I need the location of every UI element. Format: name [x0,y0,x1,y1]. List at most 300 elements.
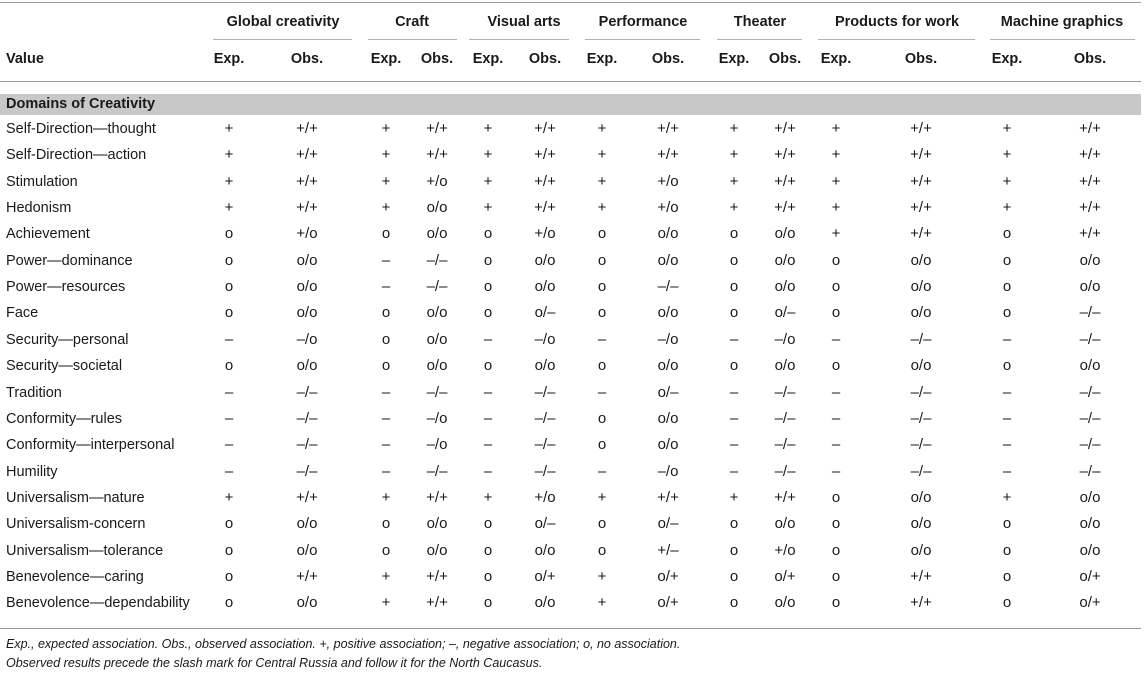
obs-cell: +/+ [426,120,448,137]
row-label: Benevolence—caring [6,568,144,585]
obs-cell: o/o [534,278,556,296]
exp-cell: + [381,146,391,164]
exp-cell: o [831,278,841,296]
obs-cell: +/o [774,541,796,559]
obs-subheader: Obs. [904,51,938,67]
obs-cell: o/o [426,304,448,322]
exp-cell: o [1002,567,1012,585]
obs-cell: –/– [296,409,318,427]
obs-cell: –/– [296,436,318,454]
exp-subheader: Exp. [820,51,852,67]
exp-cell: – [831,409,841,427]
section-bar [0,94,1141,115]
exp-cell: + [729,199,739,217]
exp-cell: + [483,120,493,137]
obs-subheader: Obs. [528,51,562,67]
exp-cell: o [224,594,234,612]
group-header-rule [368,39,457,40]
exp-cell: o [729,594,739,612]
obs-cell: o/– [657,383,679,401]
obs-cell: –/o [534,330,556,348]
row-label: Face [6,305,39,322]
exp-cell: o [483,567,493,585]
obs-cell: o/o [534,594,556,612]
exp-cell: o [483,304,493,322]
exp-cell: + [1002,172,1012,190]
row-label: Hedonism [6,200,72,217]
obs-cell: –/– [426,251,448,269]
obs-cell: +/+ [910,567,932,585]
exp-cell: + [1002,146,1012,164]
obs-cell: +/+ [296,146,318,164]
exp-cell: + [831,146,841,164]
obs-cell: +/+ [774,146,796,164]
exp-cell: o [597,225,607,243]
obs-cell: o/o [296,515,318,533]
obs-cell: +/+ [774,199,796,217]
value-column-header: Value [6,51,44,67]
obs-cell: +/o [426,172,448,190]
exp-cell: + [224,488,234,506]
table-row [0,277,1141,303]
obs-cell: +/+ [1079,199,1101,217]
exp-cell: – [483,436,493,454]
obs-cell: o/o [296,278,318,296]
exp-cell: + [729,488,739,506]
group-header: Theater [733,14,787,30]
exp-cell: + [381,172,391,190]
exp-cell: o [483,515,493,533]
obs-cell: –/– [1079,330,1101,348]
obs-cell: o/o [657,409,679,427]
exp-cell: o [831,488,841,506]
exp-cell: – [597,383,607,401]
exp-cell: o [381,515,391,533]
table-row [0,488,1141,514]
table-row [0,172,1141,198]
obs-cell: o/o [1079,488,1101,506]
exp-cell: – [831,383,841,401]
row-label: Power—resources [6,279,126,296]
exp-cell: + [381,567,391,585]
obs-cell: +/o [657,199,679,217]
exp-cell: o [1002,515,1012,533]
exp-cell: + [597,146,607,164]
exp-cell: + [729,120,739,137]
exp-cell: – [831,462,841,480]
obs-cell: +/+ [910,146,932,164]
exp-cell: + [381,199,391,217]
exp-cell: o [729,251,739,269]
exp-cell: – [483,409,493,427]
obs-subheader: Obs. [768,51,802,67]
exp-cell: o [483,251,493,269]
exp-cell: – [381,462,391,480]
obs-cell: o/o [296,357,318,375]
obs-cell: +/+ [910,172,932,190]
table-row [0,462,1141,488]
obs-cell: +/+ [1079,146,1101,164]
obs-cell: o/– [534,304,556,322]
obs-cell: o/o [426,515,448,533]
obs-cell: o/+ [657,594,679,612]
exp-cell: – [224,409,234,427]
exp-cell: o [381,330,391,348]
obs-cell: +/+ [774,172,796,190]
exp-cell: + [483,488,493,506]
exp-subheader: Exp. [213,51,245,67]
obs-cell: o/+ [1079,567,1101,585]
exp-cell: o [224,304,234,322]
obs-cell: +/+ [426,146,448,164]
obs-cell: o/o [426,330,448,348]
obs-cell: –/– [774,383,796,401]
exp-cell: – [224,383,234,401]
exp-cell: o [483,541,493,559]
row-label: Conformity—rules [6,410,123,427]
obs-cell: +/+ [774,488,796,506]
obs-cell: –/– [774,409,796,427]
obs-cell: –/– [534,462,556,480]
section-label: Domains of Creativity [6,96,156,112]
group-header: Craft [395,14,429,30]
table-row [0,383,1141,409]
group-header-rule [469,39,569,40]
table-footnote-abbreviations: Exp., expected association. Obs., observed association. +, positive association; –, negative association; o, no association. [6,637,681,651]
exp-cell: o [729,567,739,585]
exp-cell: – [831,330,841,348]
obs-cell: o/o [910,488,932,506]
exp-cell: o [1002,594,1012,612]
obs-cell: o/o [1079,541,1101,559]
exp-cell: o [597,436,607,454]
table-top-rule [0,2,1141,3]
exp-cell: o [597,304,607,322]
exp-cell: o [224,567,234,585]
obs-cell: –/o [657,462,679,480]
obs-cell: o/o [426,225,448,243]
group-header: Performance [598,14,688,30]
obs-cell: +/o [534,488,556,506]
row-label: Benevolence—dependability [6,595,190,612]
obs-subheader: Obs. [651,51,685,67]
obs-cell: +/+ [534,199,556,217]
obs-cell: +/+ [657,120,679,137]
exp-cell: – [224,462,234,480]
exp-cell: + [224,172,234,190]
obs-cell: –/– [1079,436,1101,454]
exp-cell: + [831,120,841,137]
exp-cell: – [597,330,607,348]
obs-cell: o/o [296,251,318,269]
exp-cell: o [224,225,234,243]
obs-cell: o/o [910,515,932,533]
exp-cell: – [1002,383,1012,401]
obs-cell: o/o [657,304,679,322]
exp-subheader: Exp. [472,51,504,67]
exp-cell: o [729,278,739,296]
exp-cell: o [597,515,607,533]
exp-cell: – [381,278,391,296]
exp-cell: + [729,172,739,190]
exp-cell: + [483,199,493,217]
obs-cell: –/– [1079,304,1101,322]
table-row [0,541,1141,567]
table-row [0,435,1141,461]
exp-cell: + [224,120,234,137]
exp-cell: o [729,304,739,322]
obs-cell: o/+ [657,567,679,585]
exp-cell: – [729,409,739,427]
table-row [0,356,1141,382]
row-label: Security—societal [6,358,123,375]
exp-cell: o [1002,304,1012,322]
obs-cell: –/– [774,462,796,480]
obs-cell: +/+ [1079,225,1101,243]
exp-cell: o [831,304,841,322]
exp-cell: o [729,541,739,559]
obs-cell: o/o [774,515,796,533]
exp-cell: – [381,436,391,454]
exp-cell: o [1002,251,1012,269]
row-label: Universalism-concern [6,516,146,533]
obs-cell: –/– [910,383,932,401]
exp-cell: o [381,357,391,375]
table-row [0,119,1141,145]
obs-cell: o/+ [534,567,556,585]
exp-cell: o [831,541,841,559]
exp-cell: o [224,541,234,559]
obs-cell: –/– [657,278,679,296]
obs-cell: –/o [657,330,679,348]
exp-cell: o [597,409,607,427]
obs-cell: –/– [296,462,318,480]
obs-cell: +/o [657,172,679,190]
obs-cell: o/o [657,436,679,454]
exp-cell: o [483,594,493,612]
obs-cell: +/+ [426,488,448,506]
table-row [0,514,1141,540]
exp-cell: – [597,462,607,480]
row-label: Humility [6,463,58,480]
header-bottom-rule [0,81,1141,82]
exp-cell: – [381,383,391,401]
obs-cell: –/– [426,278,448,296]
exp-cell: + [381,488,391,506]
exp-cell: + [729,146,739,164]
obs-cell: –/o [426,436,448,454]
exp-cell: – [729,330,739,348]
obs-cell: o/o [426,541,448,559]
row-label: Stimulation [6,173,78,190]
obs-cell: o/o [910,541,932,559]
obs-cell: –/– [426,462,448,480]
table-row [0,251,1141,277]
obs-cell: +/+ [1079,120,1101,137]
table-row [0,409,1141,435]
exp-cell: o [224,357,234,375]
table-footnote-regions: Observed results precede the slash mark for Central Russia and follow it for the North Caucasus. [6,656,543,670]
obs-cell: +/+ [657,146,679,164]
exp-cell: – [1002,330,1012,348]
obs-cell: o/o [657,251,679,269]
obs-subheader: Obs. [420,51,454,67]
group-header: Visual arts [487,14,561,30]
obs-cell: +/+ [534,172,556,190]
exp-cell: o [597,251,607,269]
exp-cell: o [1002,278,1012,296]
exp-cell: o [483,278,493,296]
obs-cell: o/+ [774,567,796,585]
obs-cell: o/o [1079,251,1101,269]
group-header-rule [818,39,975,40]
exp-cell: + [224,199,234,217]
exp-cell: + [597,488,607,506]
group-header-rule [990,39,1135,40]
obs-cell: –/– [1079,409,1101,427]
row-label: Power—dominance [6,252,133,269]
obs-cell: +/+ [910,120,932,137]
exp-cell: – [1002,409,1012,427]
table-bottom-rule [0,628,1141,629]
table-row [0,198,1141,224]
exp-cell: + [381,594,391,612]
row-label: Self-Direction—thought [6,121,156,137]
table-row [0,145,1141,171]
obs-cell: +/+ [296,567,318,585]
obs-cell: o/o [657,225,679,243]
exp-cell: + [597,172,607,190]
obs-cell: o/o [774,278,796,296]
obs-cell: –/– [1079,383,1101,401]
obs-cell: o/o [910,251,932,269]
obs-subheader: Obs. [290,51,324,67]
obs-cell: +/+ [296,199,318,217]
exp-cell: – [224,436,234,454]
obs-cell: o/o [774,357,796,375]
table-row [0,224,1141,250]
table-row [0,330,1141,356]
exp-cell: o [1002,357,1012,375]
exp-cell: – [483,383,493,401]
obs-cell: o/o [657,357,679,375]
exp-cell: o [1002,541,1012,559]
obs-cell: –/– [534,409,556,427]
exp-cell: + [1002,120,1012,137]
row-label: Conformity—interpersonal [6,437,175,454]
exp-subheader: Exp. [370,51,402,67]
exp-cell: o [224,278,234,296]
obs-cell: +/o [296,225,318,243]
exp-cell: – [224,330,234,348]
obs-cell: o/+ [1079,594,1101,612]
exp-cell: – [729,462,739,480]
obs-cell: o/o [910,304,932,322]
obs-cell: +/– [657,541,679,559]
exp-cell: o [597,357,607,375]
exp-cell: – [483,462,493,480]
obs-cell: +/o [534,225,556,243]
obs-cell: +/+ [296,120,318,137]
obs-cell: –/o [426,409,448,427]
obs-subheader: Obs. [1073,51,1107,67]
exp-cell: + [597,199,607,217]
exp-cell: o [483,357,493,375]
obs-cell: o/o [774,251,796,269]
obs-cell: o/o [534,357,556,375]
obs-cell: +/+ [910,199,932,217]
exp-cell: o [483,225,493,243]
obs-cell: o/o [1079,515,1101,533]
obs-cell: –/– [534,436,556,454]
exp-cell: – [1002,462,1012,480]
row-label: Universalism—nature [6,489,145,506]
exp-cell: o [597,278,607,296]
table-row [0,593,1141,619]
exp-cell: o [1002,225,1012,243]
row-label: Tradition [6,384,62,401]
exp-cell: + [597,567,607,585]
obs-cell: –/– [296,383,318,401]
obs-cell: +/+ [296,172,318,190]
exp-cell: o [831,251,841,269]
exp-cell: – [483,330,493,348]
obs-cell: –/o [774,330,796,348]
obs-cell: +/+ [910,225,932,243]
obs-cell: –/– [910,409,932,427]
obs-cell: +/+ [296,488,318,506]
obs-cell: –/– [910,436,932,454]
exp-cell: o [224,251,234,269]
obs-cell: +/+ [910,594,932,612]
group-header-rule [717,39,802,40]
obs-cell: o/o [910,357,932,375]
obs-cell: –/o [296,330,318,348]
obs-cell: o/o [534,251,556,269]
exp-subheader: Exp. [718,51,750,67]
obs-cell: o/– [534,515,556,533]
obs-cell: o/– [657,515,679,533]
exp-cell: o [831,515,841,533]
exp-cell: + [483,146,493,164]
group-header: Machine graphics [1000,14,1124,30]
exp-cell: o [831,594,841,612]
obs-cell: o/o [296,541,318,559]
exp-cell: + [831,199,841,217]
exp-cell: + [381,120,391,137]
obs-cell: o/o [426,357,448,375]
exp-cell: + [597,120,607,137]
obs-cell: o/o [774,594,796,612]
group-header: Products for work [834,14,960,30]
obs-cell: o/o [1079,278,1101,296]
obs-cell: o/o [1079,357,1101,375]
obs-cell: +/+ [657,488,679,506]
exp-cell: – [831,436,841,454]
exp-cell: – [1002,436,1012,454]
obs-cell: o/o [534,541,556,559]
group-header-rule [213,39,352,40]
exp-cell: o [729,357,739,375]
exp-cell: + [1002,199,1012,217]
exp-cell: o [224,515,234,533]
exp-cell: + [831,225,841,243]
obs-cell: o/o [774,225,796,243]
exp-cell: o [729,225,739,243]
obs-cell: –/– [1079,462,1101,480]
obs-cell: o/o [296,594,318,612]
obs-cell: +/+ [426,594,448,612]
